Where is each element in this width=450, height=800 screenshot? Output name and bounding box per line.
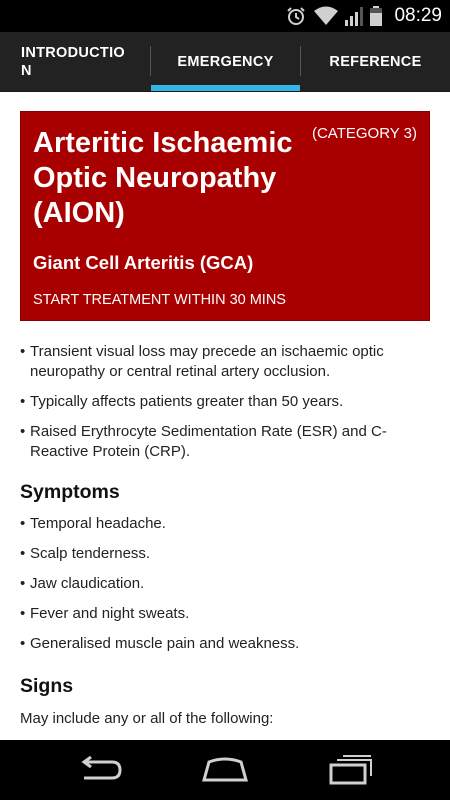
category-label: (CATEGORY 3) (311, 125, 417, 142)
treatment-instruction: START TREATMENT WITHIN 30 MINS (33, 292, 286, 308)
tab-emergency-label: EMERGENCY (177, 54, 274, 70)
tab-emergency[interactable] (151, 32, 300, 92)
condition-banner (20, 111, 430, 321)
battery-icon (370, 6, 382, 26)
signal-icon (344, 6, 366, 26)
wifi-icon (314, 6, 338, 26)
tab-introduction-label: INTRODUCTION (21, 45, 125, 79)
clock: 08:29 (394, 5, 442, 26)
list-item: • Fever and night sweats. (20, 604, 430, 624)
tab-reference[interactable] (301, 32, 450, 92)
intro-bullet-list (20, 342, 430, 472)
condition-subtitle: Giant Cell Arteritis (GCA) (33, 252, 254, 273)
navigation-bar (0, 740, 450, 800)
tab-introduction[interactable] (0, 32, 150, 92)
list-item: • Transient visual loss may precede an ischaemic optic neuropathy or central retinal artery occlusion. (20, 342, 430, 382)
recent-apps-icon[interactable] (328, 754, 374, 786)
signs-intro-text: May include any or all of the following: (20, 710, 274, 727)
alarm-icon (286, 6, 306, 26)
symptoms-heading: Symptoms (20, 481, 120, 503)
condition-title: Arteritic Ischaemic Optic Neuropathy (AION) (33, 127, 293, 229)
content-scroll[interactable] (0, 92, 450, 740)
list-item: • Jaw claudication. (20, 574, 430, 594)
list-item: • Temporal headache. (20, 514, 430, 534)
status-bar (0, 0, 450, 32)
symptoms-list (20, 514, 430, 664)
list-item: • Generalised muscle pain and weakness. (20, 634, 430, 654)
list-item: • Raised Erythrocyte Sedimentation Rate (ESR) and C-Reactive Protein (CRP). (20, 422, 430, 462)
list-item: • Scalp tenderness. (20, 544, 430, 564)
tab-bar (0, 32, 450, 92)
signs-heading: Signs (20, 675, 74, 697)
tab-reference-label: REFERENCE (329, 54, 422, 70)
home-icon[interactable] (200, 754, 250, 784)
back-icon[interactable] (76, 754, 124, 784)
selected-tab-indicator (151, 85, 300, 91)
list-item: • Typically affects patients greater than 50 years. (20, 392, 430, 412)
